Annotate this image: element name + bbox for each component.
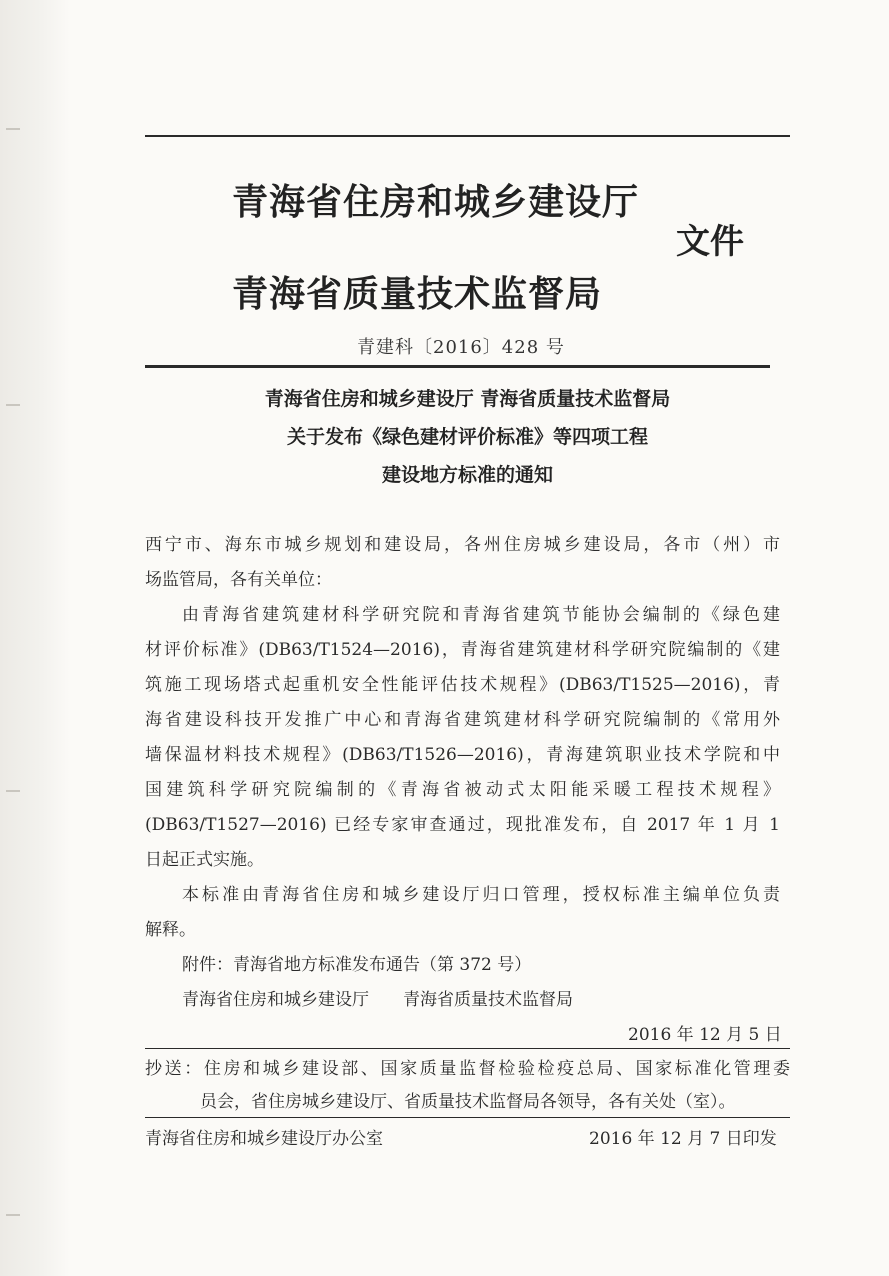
recipients-line-1: 西宁市、海东市城乡规划和建设局，各州住房城乡建设局，各市（州）市 <box>145 535 780 555</box>
notice-title-line-3: 建设地方标准的通知 <box>381 464 553 486</box>
footer-office: 青海省住房和城乡建设厅办公室 <box>145 1129 383 1149</box>
edge-mark <box>6 790 20 792</box>
cc-line-2: 员会，省住房城乡建设厅、省质量技术监督局各领导，各有关处（室）。 <box>200 1092 736 1112</box>
document-number: 青建科〔2016〕428 号 <box>357 337 565 358</box>
attachment-line: 附件：青海省地方标准发布通告（第 372 号） <box>182 955 532 975</box>
notice-title-line-2: 关于发布《绿色建材评价标准》等四项工程 <box>286 426 648 448</box>
header-agency-2: 青海省质量技术监督局 <box>232 274 603 315</box>
edge-mark <box>6 128 20 130</box>
edge-mark <box>6 1214 20 1216</box>
footer-print-date: 2016 年 12 月 7 日印发 <box>589 1129 777 1149</box>
body-paragraph-line: 海省建设科技开发推广中心和青海省建筑建材科学研究院编制的《常用外 <box>145 710 780 730</box>
body-paragraph-line: 日起正式实施。 <box>145 850 264 870</box>
body-paragraph-line: 国建筑科学研究院编制的《青海省被动式太阳能采暖工程技术规程》 <box>145 780 780 800</box>
header-agency-1: 青海省住房和城乡建设厅 <box>232 182 640 223</box>
header-doc-word: 文件 <box>676 222 744 262</box>
recipients-line-2: 场监管局，各有关单位： <box>145 570 332 590</box>
cc-bottom-rule <box>145 1117 790 1118</box>
body-paragraph-line: 筑施工现场塔式起重机安全性能评估技术规程》(DB63/T1525—2016)，青 <box>145 675 780 695</box>
scanned-page-edge <box>0 0 70 1276</box>
notice-title-line-1: 青海省住房和城乡建设厅 青海省质量技术监督局 <box>264 388 671 410</box>
signatories-line: 青海省住房和城乡建设厅 青海省质量技术监督局 <box>182 990 573 1010</box>
issue-date: 2016 年 12 月 5 日 <box>628 1025 782 1045</box>
top-rule <box>145 135 790 137</box>
body-paragraph-line: 墙保温材料技术规程》(DB63/T1526—2016)，青海建筑职业技术学院和中 <box>145 745 780 765</box>
body-paragraph-line: (DB63/T1527—2016) 已经专家审查通过，现批准发布，自 2017 年 1 月 1 <box>145 815 780 835</box>
body-paragraph-line: 由青海省建筑建材科学研究院和青海省建筑节能协会编制的《绿色建 <box>182 605 780 625</box>
body-paragraph-line: 材评价标准》(DB63/T1524—2016)，青海省建筑建材科学研究院编制的《建 <box>145 640 780 660</box>
body-paragraph-line: 本标准由青海省住房和城乡建设厅归口管理，授权标准主编单位负责 <box>182 885 780 905</box>
body-paragraph-line: 解释。 <box>145 920 196 940</box>
edge-mark <box>6 404 20 406</box>
cc-top-rule <box>145 1048 790 1049</box>
red-header-rule <box>145 365 770 368</box>
cc-line-1: 抄送：住房和城乡建设部、国家质量监督检验检疫总局、国家标准化管理委 <box>145 1059 790 1079</box>
